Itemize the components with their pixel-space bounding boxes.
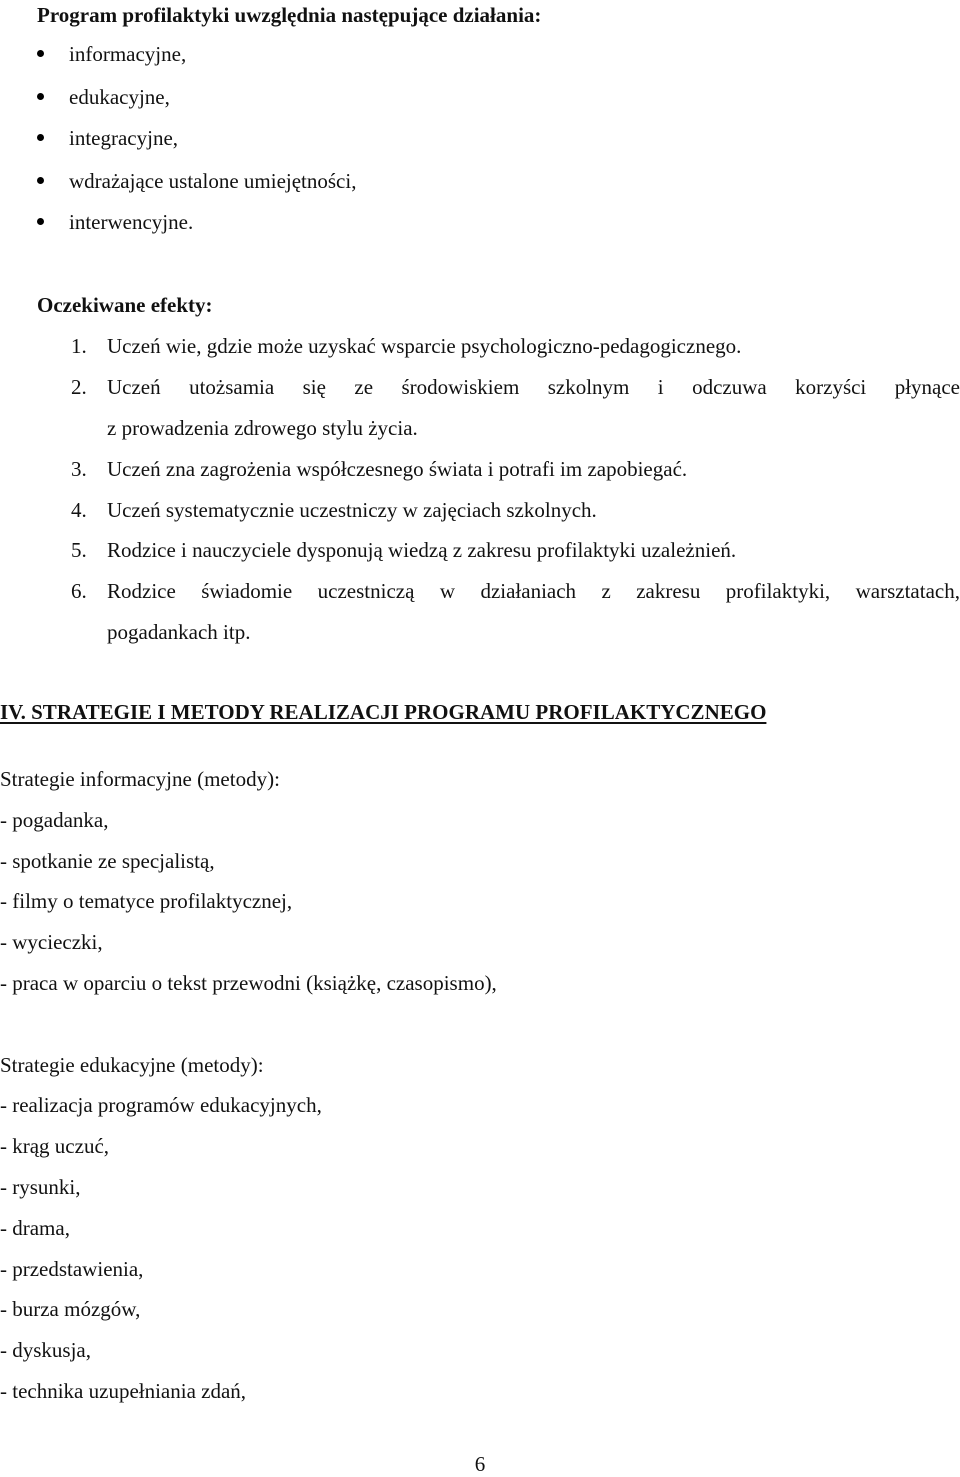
strategy-item: - przedstawienia, bbox=[0, 1257, 144, 1281]
strategy-item: - realizacja programów edukacyjnych, bbox=[0, 1093, 322, 1117]
bullet-icon bbox=[37, 218, 44, 225]
bullet-item: informacyjne, bbox=[69, 42, 187, 66]
word: w bbox=[439, 579, 456, 603]
bullet-item: wdrażające ustalone umiejętności, bbox=[69, 169, 357, 193]
effect-text-justified bbox=[107, 374, 960, 400]
word: i bbox=[657, 375, 664, 399]
strategy-item: - burza mózgów, bbox=[0, 1297, 141, 1321]
section-iv-heading: IV. STRATEGIE I METODY REALIZACJI PROGRAMU PROFILAKTYCZNEGO bbox=[0, 700, 767, 724]
effect-number: 3. bbox=[71, 457, 87, 481]
effect-text-continuation: z prowadzenia zdrowego stylu życia. bbox=[107, 416, 418, 440]
word: Uczeń bbox=[107, 375, 161, 399]
strategy-item: - rysunki, bbox=[0, 1175, 81, 1199]
strategies-edu-heading: Strategie edukacyjne (metody): bbox=[0, 1053, 264, 1077]
program-heading: Program profilaktyki uwzględnia następujące działania: bbox=[37, 3, 542, 27]
effect-text: Uczeń zna zagrożenia współczesnego świata i potrafi im zapobiegać. bbox=[107, 457, 688, 481]
bullet-icon bbox=[37, 93, 44, 100]
effect-number: 5. bbox=[71, 538, 87, 562]
bullet-icon bbox=[37, 177, 44, 184]
bullet-item: integracyjne, bbox=[69, 126, 179, 150]
strategy-item: - dyskusja, bbox=[0, 1338, 91, 1362]
effect-number: 6. bbox=[71, 579, 87, 603]
strategy-item: - drama, bbox=[0, 1216, 70, 1240]
effect-text: Uczeń systematycznie uczestniczy w zajęciach szkolnych. bbox=[107, 498, 597, 522]
strategy-item: - praca w oparciu o tekst przewodni (książkę, czasopismo), bbox=[0, 971, 497, 995]
effect-text: Rodzice i nauczyciele dysponują wiedzą z zakresu profilaktyki uzależnień. bbox=[107, 538, 737, 562]
effect-number: 1. bbox=[71, 334, 87, 358]
word: odczuwa bbox=[692, 375, 767, 399]
word: ze bbox=[354, 375, 374, 399]
word: profilaktyki, bbox=[725, 579, 831, 603]
word: świadomie bbox=[201, 579, 293, 603]
word: środowiskiem bbox=[401, 375, 520, 399]
effect-text-continuation: pogadankach itp. bbox=[107, 620, 251, 644]
strategy-item: - filmy o tematyce profilaktycznej, bbox=[0, 889, 293, 913]
word: uczestniczą bbox=[317, 579, 415, 603]
word: zakresu bbox=[636, 579, 701, 603]
bullet-icon bbox=[37, 50, 44, 57]
strategy-item: - pogadanka, bbox=[0, 808, 109, 832]
word: działaniach bbox=[480, 579, 577, 603]
word: z bbox=[601, 579, 611, 603]
effect-text-justified bbox=[107, 578, 960, 604]
effect-number: 4. bbox=[71, 498, 87, 522]
strategy-item: - spotkanie ze specjalistą, bbox=[0, 849, 215, 873]
word: korzyści bbox=[795, 375, 867, 399]
bullet-item: interwencyjne. bbox=[69, 210, 194, 234]
effects-heading: Oczekiwane efekty: bbox=[37, 293, 213, 317]
word: szkolnym bbox=[547, 375, 630, 399]
word: płynące bbox=[894, 375, 960, 399]
page-number: 6 bbox=[474, 1452, 486, 1476]
strategy-item: - technika uzupełniania zdań, bbox=[0, 1379, 247, 1403]
bullet-icon bbox=[37, 134, 44, 141]
strategies-info-heading: Strategie informacyjne (metody): bbox=[0, 767, 280, 791]
effect-text: Uczeń wie, gdzie może uzyskać wsparcie psychologiczno-pedagogicznego. bbox=[107, 334, 742, 358]
strategy-item: - wycieczki, bbox=[0, 930, 103, 954]
word: się bbox=[302, 375, 326, 399]
strategy-item: - krąg uczuć, bbox=[0, 1134, 110, 1158]
word: warsztatach, bbox=[855, 579, 960, 603]
word: Rodzice bbox=[107, 579, 176, 603]
bullet-item: edukacyjne, bbox=[69, 85, 170, 109]
effect-number: 2. bbox=[71, 375, 87, 399]
word: utożsamia bbox=[189, 375, 275, 399]
